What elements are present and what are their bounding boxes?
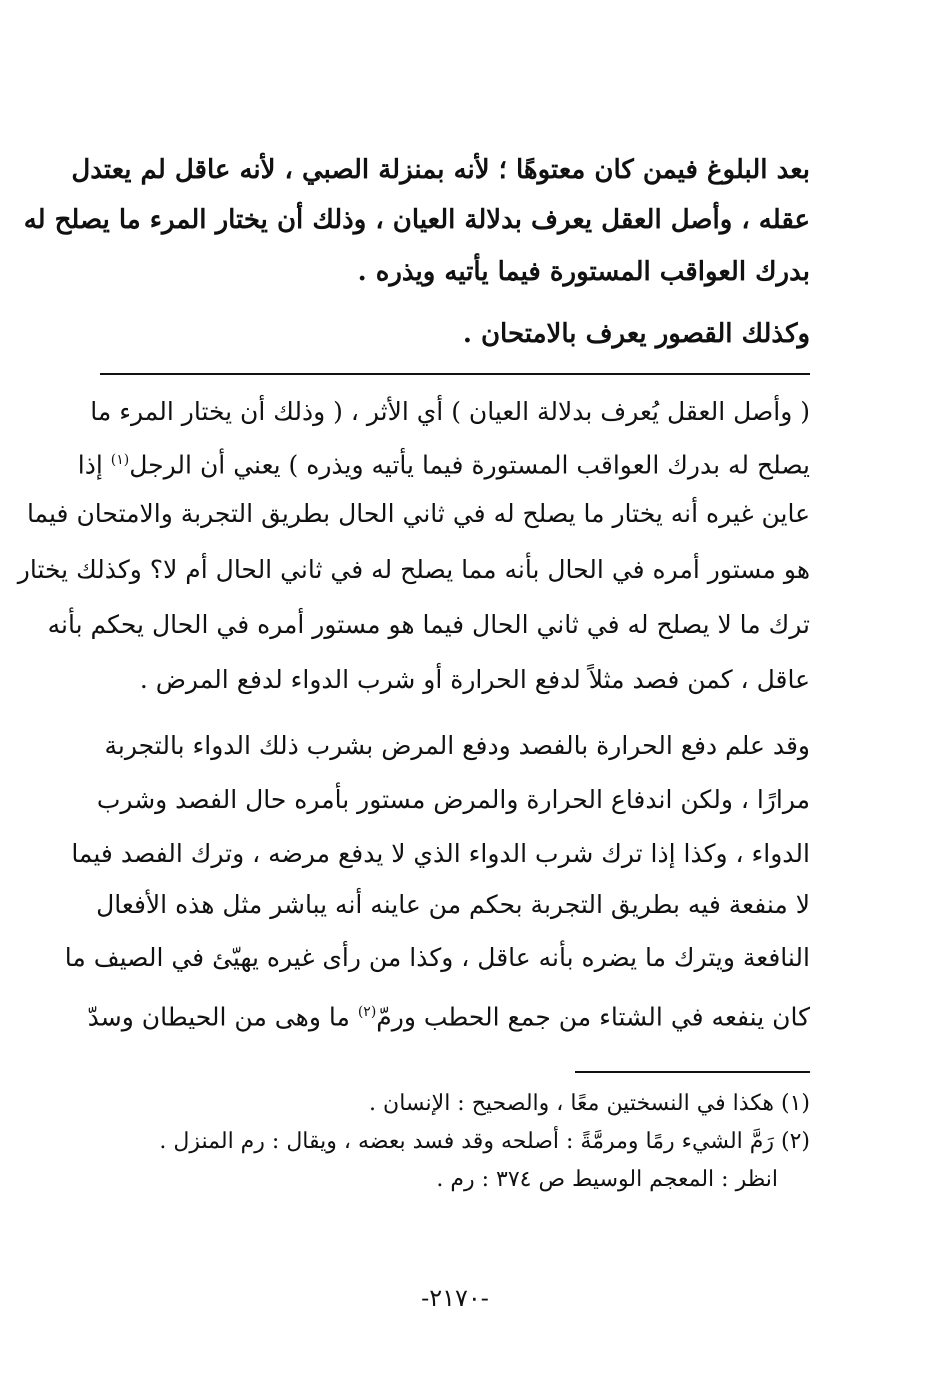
commentary-line: هو مستور أمره في الحال بأنه مما يصلح له في ثاني الحال أم لا؟ وكذلك يختار xyxy=(17,555,810,584)
commentary-text: إذا xyxy=(77,450,103,480)
commentary-line: لا منفعة فيه بطريق التجربة بحكم من عاينه أنه يباشر مثل هذه الأفعال xyxy=(96,890,810,919)
commentary-line: ترك ما لا يصلح له في ثاني الحال فيما هو مستور أمره في الحال يحكم بأنه xyxy=(47,610,810,639)
commentary-line: مرارًا ، ولكن اندفاع الحرارة والمرض مستور بأمره حال الفصد وشرب xyxy=(96,785,810,814)
main-divider xyxy=(100,373,810,375)
main-text-line: عقله ، وأصل العقل يعرف بدلالة العيان ، وذلك أن يختار المرء ما يصلح له xyxy=(23,205,810,235)
footnote-marker-2: (٢) xyxy=(357,1004,377,1020)
footnote: (٢) رَمَّ الشيء رمًا ومرمَّةً : أصلحه وقد فسد بعضه ، ويقال : رم المنزل . xyxy=(159,1129,810,1154)
page-number: -٢١٧٠- xyxy=(421,1284,489,1312)
commentary-line xyxy=(87,992,810,1036)
commentary-line xyxy=(77,440,810,484)
footnote-continuation: انظر : المعجم الوسيط ص ٣٧٤ : رم . xyxy=(436,1167,778,1192)
document-page xyxy=(17,0,810,1376)
commentary-line: ( وأصل العقل يُعرف بدلالة العيان ) أي الأثر ، ( وذلك أن يختار المرء ما xyxy=(90,397,810,426)
main-text-line: بعد البلوغ فيمن كان معتوهًا ؛ لأنه بمنزلة الصبي ، لأنه عاقل لم يعتدل xyxy=(71,155,810,185)
footnote-marker-1: (١) xyxy=(110,452,130,468)
main-text-line: وكذلك القصور يعرف بالامتحان . xyxy=(462,319,810,349)
commentary-text: يصلح له بدرك العواقب المستورة فيما يأتيه ويذره ) يعني أن الرجل xyxy=(129,450,810,480)
commentary-line: وقد علم دفع الحرارة بالفصد ودفع المرض بشرب ذلك الدواء بالتجربة xyxy=(104,731,810,760)
commentary-text: ما وهى من الحيطان وسدّ xyxy=(87,1002,350,1032)
commentary-line: النافعة ويترك ما يضره بأنه عاقل ، وكذا من رأى غيره يهيّئ في الصيف ما xyxy=(64,943,810,972)
commentary-line: الدواء ، وكذا إذا ترك شرب الدواء الذي لا يدفع مرضه ، وترك الفصد فيما xyxy=(71,839,810,868)
main-text-line: بدرك العواقب المستورة فيما يأتيه ويذره . xyxy=(357,257,810,287)
commentary-text: كان ينفعه في الشتاء من جمع الحطب ورمّ xyxy=(376,1002,810,1032)
footnote: (١) هكذا في النسختين معًا ، والصحيح : الإنسان . xyxy=(369,1091,810,1116)
commentary-line: عاقل ، كمن فصد مثلاً لدفع الحرارة أو شرب الدواء لدفع المرض . xyxy=(139,665,810,694)
footnote-divider xyxy=(575,1071,810,1073)
commentary-line: عاين غيره أنه يختار ما يصلح له في ثاني الحال بطريق التجربة والامتحان فيما xyxy=(26,499,810,528)
